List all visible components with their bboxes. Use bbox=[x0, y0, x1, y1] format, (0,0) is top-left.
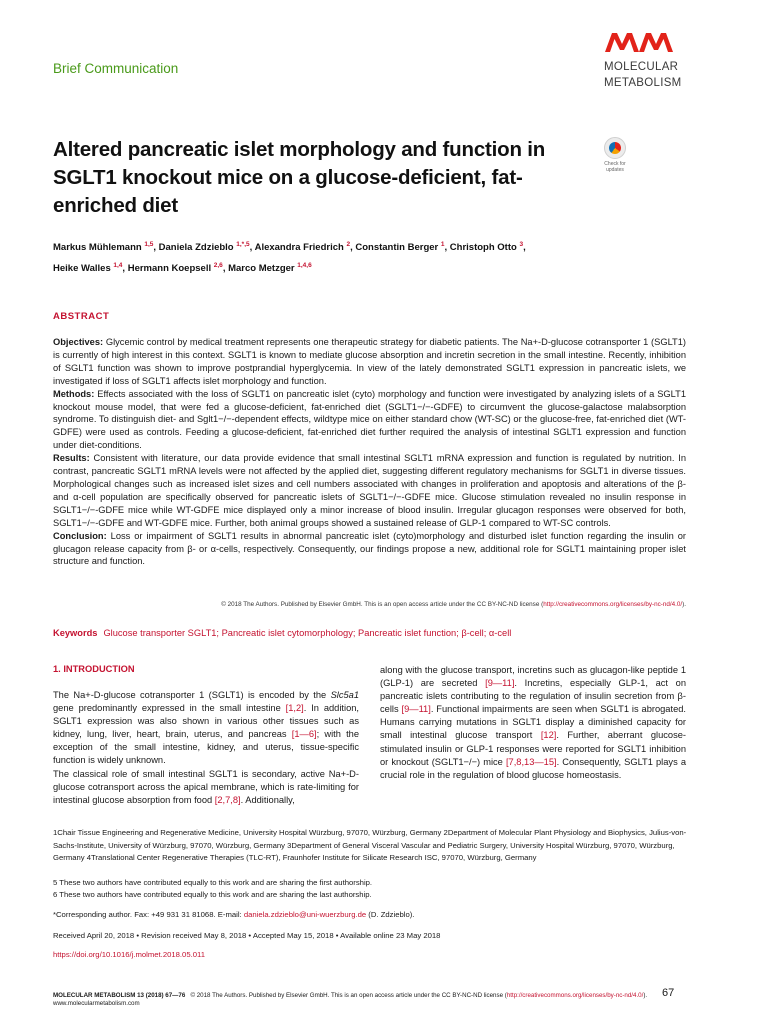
intro-text: gene predominantly expressed in the small intestine bbox=[53, 703, 286, 714]
corr-email-link[interactable]: daniela.zdzieblo@uni-wuerzburg.de bbox=[243, 910, 367, 919]
keywords-text: Glucose transporter SGLT1; Pancreatic islet cytomorphology; Pancreatic islet function; β-cell; α-cell bbox=[103, 628, 512, 638]
received-dates: Received April 20, 2018 • Revision received May 8, 2018 • Accepted May 15, 2018 • Available online 23 May 2018 bbox=[53, 931, 441, 940]
intro-text: . Incretins, especially GLP-1, act on pancreatic islets contributing to the regulation of insulin secretion from β-cells bbox=[380, 678, 686, 715]
methods-label: Methods: bbox=[53, 388, 95, 399]
abstract-license bbox=[53, 601, 686, 608]
doi-link[interactable]: https://doi.org/10.1016/j.molmet.2018.05.011 bbox=[53, 950, 205, 959]
author-affiliation-mark: 2,6 bbox=[213, 262, 223, 270]
journal-name bbox=[604, 59, 682, 91]
journal-name-line1: MOLECULAR bbox=[604, 61, 679, 73]
intro-text: . Functional impairments are seen when SGLT1 is abrogated. Humans carrying mutations in SGLT1 display a diminished capacity for small intestinal glucose transport bbox=[380, 704, 686, 741]
keywords bbox=[53, 628, 511, 638]
author-affiliation-mark: 1 bbox=[440, 241, 445, 248]
intro-paragraph bbox=[380, 664, 686, 782]
citation-link[interactable]: [1—6] bbox=[291, 729, 317, 740]
footer-journal: MOLECULAR METABOLISM 13 (2018) 67—76 bbox=[53, 992, 186, 999]
abstract-body bbox=[53, 336, 686, 568]
footnote-6: 6 These two authors have contributed equally to this work and are sharing the last authorship. bbox=[53, 890, 372, 899]
abstract-conclusion bbox=[53, 530, 686, 569]
abstract-objectives bbox=[53, 336, 686, 388]
objectives-text: Glycemic control by medical treatment represents one therapeutic strategy for diabetic patients. The Na+-D-glucose cotransporter 1 (SGLT1) is currently of high interest in this context. SGLT1 is known to mediate glucose absorption and incretin secretion in the small intestine. Recently, inhibition of SGLT1 function was shown to improve postprandial hyperglycemia. In view of the lately demonstrated SGLT1 expression in pancreatic islets, we investigated if loss of SGLT1 affects islet morphology and function. bbox=[53, 337, 686, 386]
license-link[interactable]: http://creativecommons.org/licenses/by-nc-nd/4.0/ bbox=[543, 601, 683, 608]
check-updates-label: Check for updates bbox=[604, 161, 626, 173]
author-name: Alexandra Friedrich bbox=[254, 242, 347, 254]
conclusion-label: Conclusion: bbox=[53, 530, 107, 541]
author-line-2: Heike Walles $^{1,4}$, Hermann Koepsell $^{2,6}$, Marco Metzger $^{1,4,6}$ bbox=[53, 262, 312, 275]
intro-text: . Additionally, bbox=[240, 794, 295, 805]
author-affiliation-mark: 1,5 bbox=[144, 241, 154, 248]
author-name: Markus Mühlemann bbox=[53, 242, 145, 254]
footer-license: © 2018 The Authors. Published by Elsevier GmbH. This is an open access article under the CC BY-NC-ND license ( bbox=[190, 992, 507, 999]
journal-name-line2: METABOLISM bbox=[604, 77, 682, 89]
intro-heading: 1. INTRODUCTION bbox=[53, 664, 135, 674]
check-updates-icon bbox=[604, 137, 626, 159]
intro-text: The Na+-D-glucose cotransporter 1 (SGLT1) is encoded by the bbox=[53, 690, 331, 700]
intro-text: . Further, aberrant glucose-stimulated insulin or GLP-1 responses were reported for SGLT1 inhibition or knockout (SGLT1−/−) mice bbox=[380, 730, 687, 767]
results-label: Results: bbox=[53, 453, 90, 464]
citation-link[interactable]: [9—11] bbox=[401, 704, 431, 715]
author-line-1: Markus Mühlemann $^{1,5}$, Daniela Zdzieblo $^{1,*,5}$, Alexandra Friedrich $^2$, Constantin Berger $^1$, Christoph Otto $^3$, bbox=[53, 241, 526, 254]
abstract-heading: ABSTRACT bbox=[53, 311, 110, 322]
author-affiliation-mark: 3 bbox=[519, 241, 524, 248]
intro-paragraph bbox=[53, 768, 359, 807]
intro-text: . Consequently, SGLT1 plays a crucial role in the regulation of blood glucose homeostasis. bbox=[380, 756, 686, 780]
results-text: Consistent with literature, our data provide evidence that small intestinal SGLT1 mRNA expression and function is regulated by nutrition. In contrast, pancreatic SGLT1 mRNA levels were not affected by the applied diet, suggesting different regulatory mechanisms for SGLT1 in diverse tissues. Morphological changes such as increased islet sizes and cell numbers associated with changes in proliferation and apoptosis and alterations of the β- and α-cell population are specifically observed for pancreatic islets of SGLT1−/−-GDFE mice. Glucose stimulation revealed no insulin response in SGLT1−/−-GDFE mice while WT-GDFE mice displayed only a minor increase of blood insulin. Irregular glucagon responses were observed for both, SGLT1−/−-GDFE and WT-GDFE mice. Further, both animal groups showed a sustained release of GLP-1 compared to WT-SC controls. bbox=[53, 453, 686, 528]
methods-text: Effects associated with the loss of SGLT1 on pancreatic islet (cyto) morphology and function were investigated by analyzing islets of a SGLT1 knockout mouse model, that were fed a glucose-deficient, fat-enriched diet (SGLT1−/−-GDFE) to circumvent the glucose-galactose malabsorption syndrome. To distinguish diet- and Sglt1−/−-dependent effects, wildtype mice on either standard chow (WT-SC) or the glucose-free, fat-enriched diet (WT-GDFE) were used as controls. Feeding a glucose-deficient, fat-enriched diet further required the analysis of intestinal SGLT1 expression and function under diet-conditions. bbox=[53, 388, 686, 451]
check-for-updates-badge[interactable] bbox=[598, 137, 632, 173]
article-title: Altered pancreatic islet morphology and function in SGLT1 knockout mice on a glucose-deficient, fat-enriched diet bbox=[53, 138, 546, 217]
page-number: 67 bbox=[662, 987, 675, 999]
intro-text: . In addition, SGLT1 expression was also shown in various other tissues such as kidney, lung, liver, heart, brain, uterus, and pancreas bbox=[53, 703, 359, 740]
author-name: Marco Metzger bbox=[228, 263, 298, 275]
corr-prefix: *Corresponding author. Fax: +49 931 31 81068. E-mail: bbox=[53, 910, 244, 919]
footer-license-link[interactable]: http://creativecommons.org/licenses/by-nc-nd/4.0/ bbox=[506, 992, 644, 999]
footer-license-end: ). bbox=[643, 992, 648, 999]
citation-link[interactable]: [9—11] bbox=[485, 678, 515, 689]
footer-site[interactable]: www.molecularmetabolism.com bbox=[53, 1000, 140, 1007]
intro-text: Slc5a1 bbox=[330, 690, 359, 700]
author-name: Hermann Koepsell bbox=[127, 263, 214, 275]
citation-link[interactable]: [12] bbox=[540, 730, 557, 741]
author-name: Constantin Berger bbox=[355, 242, 441, 254]
author-list bbox=[53, 236, 673, 278]
author-affiliation-mark: 2 bbox=[346, 241, 351, 248]
section-label: Brief Communication bbox=[53, 61, 179, 76]
author-name: Daniela Zdzieblo bbox=[158, 242, 237, 254]
license-text: © 2018 The Authors. Published by Elsevier GmbH. This is an open access article under the CC BY-NC-ND license ( bbox=[221, 601, 544, 608]
intro-paragraph bbox=[53, 689, 359, 768]
footnote-5: 5 These two authors have contributed equally to this work and are sharing the first authorship. bbox=[53, 878, 373, 887]
author-affiliation-mark: 1,4 bbox=[113, 262, 123, 270]
intro-column-left bbox=[53, 689, 359, 807]
affiliations: 1Chair Tissue Engineering and Regenerative Medicine, University Hospital Würzburg, 97070, Würzburg, Germany 2Department of Molecular Plant Physiology and Biophysics, Julius-von-Sachs-Institute, University of Würzburg, 97070, Würzburg, Germany 3Department of General Visceral Vascular and Pediatric Surgery, University Hospital Würzburg, 97070, Würzburg, Germany 4Translational Center Regenerative Therapies (TLC-RT), Fraunhofer Institute for Silicate Research ISC, 97070, Würzburg, Germany bbox=[53, 828, 687, 862]
license-end: ). bbox=[682, 601, 686, 608]
intro-text: ; with the exception of the small intestine, kidney, and uterus, tissue-specific function is widely unknown. bbox=[53, 729, 359, 766]
abstract-methods bbox=[53, 388, 686, 453]
footer-line-1 bbox=[53, 992, 647, 1000]
citation-link[interactable]: [7,8,13—15] bbox=[505, 756, 557, 767]
keywords-label: Keywords bbox=[53, 628, 98, 638]
intro-column-right bbox=[380, 664, 686, 782]
page-footer bbox=[53, 992, 647, 1008]
citation-link[interactable]: [2,7,8] bbox=[214, 794, 241, 805]
author-affiliation-mark: 1,*,5 bbox=[236, 241, 250, 248]
author-name: Heike Walles bbox=[53, 263, 114, 275]
author-name: Christoph Otto bbox=[449, 242, 520, 254]
intro-text: along with the glucose transport, incretins such as glucagon-like peptide 1 (GLP-1) are secreted bbox=[380, 665, 686, 689]
citation-link[interactable]: [1,2] bbox=[285, 703, 304, 714]
objectives-label: Objectives: bbox=[53, 337, 104, 347]
abstract-results bbox=[53, 452, 686, 529]
journal-logo-icon bbox=[603, 30, 675, 54]
corresponding-author bbox=[53, 910, 414, 919]
conclusion-text: Loss or impairment of SGLT1 results in abnormal pancreatic islet (cyto)morphology and disturbed islet function regarding the insulin or glucagon release capacity from β- or α-cells, respectively. Consequently, our findings propose a new, additional role for SGLT1 maintaining proper islet structure and function. bbox=[53, 530, 686, 567]
corr-suffix: (D. Zdzieblo). bbox=[366, 910, 415, 919]
author-affiliation-mark: 1,4,6 bbox=[297, 262, 312, 270]
intro-text: The classical role of small intestinal SGLT1 is secondary, active Na+-D-glucose cotransport across the apical membrane, which is rate-limiting for intestinal glucose absorption from food bbox=[53, 768, 359, 805]
